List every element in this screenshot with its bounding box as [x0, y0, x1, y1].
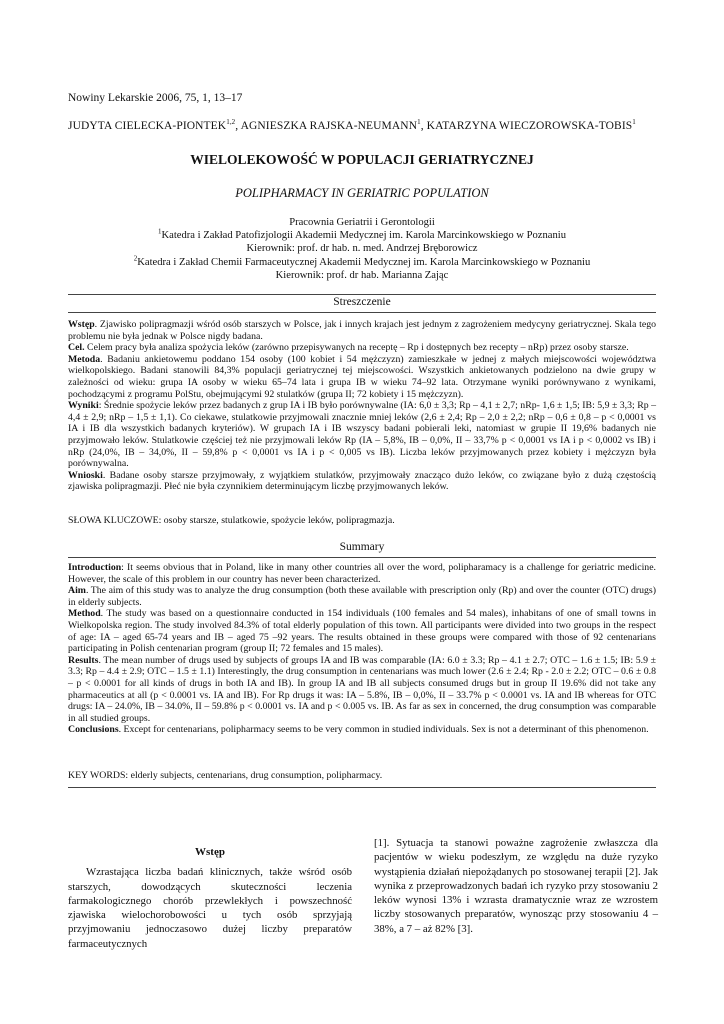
divider: [68, 312, 656, 313]
polish-abstract: [68, 319, 656, 493]
paper-subtitle: POLIPHARMACY IN GERIATRIC POPULATION: [235, 186, 489, 200]
abstract-paragraph: Wnioski. Badane osoby starsze przyjmowały, z wyjątkiem stulatków, przyjmowały znacząco dużo leków, co związane było z dużą częstością zjawiska polipragmazji. Płeć nie była czynnikiem determinującym liczbę przyjmowanych leków.: [68, 469, 656, 493]
abstract-paragraph: Aim. The aim of this study was to analyze the drug consumption (both these available with prescription only (Rp) and over the counter (OTC) drugs) in elderly subjects.: [68, 585, 656, 608]
divider: [68, 294, 656, 295]
author-affiliation-mark: 1: [417, 118, 421, 127]
polish-keywords: SŁOWA KLUCZOWE: osoby starsze, stulatkowie, spożycie leków, polipragmazja.: [68, 515, 395, 526]
abstract-paragraph: Wstęp. Zjawisko polipragmazji wśród osób starszych w Polsce, jak i innych krajach jest jednym z zagrożeniem medycyny geriatrycznej. Skala tego problemu nie była jednak w Polsce nigdy badana.: [68, 319, 656, 342]
affiliation-line: Pracownia Geriatrii i Gerontologii: [289, 217, 435, 228]
affiliation-line: $^2$Katedra i Zakład Chemii Farmaceutycznej Akademii Medycznej im. Karola Marcinkowskiego w Poznaniu: [133, 254, 591, 268]
abstract-paragraph: Wyniki: Średnie spożycie leków przez badanych z grup IA i IB było porównywalne (IA: 6,0 ± 3,3; Rp – 4,1 ± 2,7; nRp- 1,6 ± 1,5; IB: 5,9 ± 3,3; Rp – 4,4 ± 2,9; nRp – 1,5 ± 1,1). Co ciekawe, stulatkowie przyjmowali znacznie mniej leków (2,6 ± 2,4; Rp – 2,0 ± 2,2; nRp – 0,6 ± 0,8 – p < 0,0001 vs IA i IB dla wszystkich badanych kryteriów). W grupach IA i IB wszyscy badani pobierali leki, natomiast w grupie II 19,6% badanych nie przyjmowało leków. Stulatkowie częściej też nie przyjmowali leków Rp (IA – 5,8%, IB – 0,0%, II – 33,7% p < 0,0001 vs IA i p < 0,0002 vs IB) i nRp (24,0%, IB – 34,0%, II – 59,8% p < 0,0001 vs IA i p < 0,005 vs IB). Liczba leków przyjmowanych przez kobiety i mężczyzn była porównywalna.: [68, 400, 656, 470]
affiliation-line: $^1$Katedra i Zakład Patofizjologii Akademii Medycznej im. Karola Marcinkowskiego w Poznaniu: [157, 227, 566, 242]
body-paragraph: Wzrastająca liczba badań klinicznych, także wśród osób starszych, dowodzących skuteczności leczenia farmakologicznego chorób przewlekłych i powszechność zjawiska wielochorobowości u tych osób sprzyjają przyjmowaniu jednoczasowo dużej liczby preparatów farmaceutycznych: [68, 866, 352, 950]
affiliations: [60, 216, 664, 282]
author-name: , AGNIESZKA RAJSKA-NEUMANN: [235, 120, 418, 132]
streszczenie-heading: Streszczenie: [333, 296, 391, 308]
paper-title: WIELOLEKOWOŚĆ W POPULACJI GERIATRYCZNEJ: [190, 152, 534, 167]
divider: [68, 557, 656, 558]
english-keywords: KEY WORDS: elderly subjects, centenarians, drug consumption, polipharmacy.: [68, 770, 383, 781]
author-name: JUDYTA CIELECKA-PIONTEK: [68, 120, 227, 132]
section-heading-wstep: Wstęp: [195, 846, 225, 858]
summary-heading: Summary: [339, 541, 385, 553]
author-list: [68, 120, 658, 132]
abstract-paragraph: Conclusions. Except for centenarians, polipharmacy seems to be very common in studied individuals. Sex is not a determinant of this phenomenon.: [68, 724, 649, 736]
abstract-paragraph: Cel. Celem pracy była analiza spożycia leków (zarówno przepisywanych na receptę – Rp i dostępnych bez recepty – nRp) przez osoby starsze.: [68, 342, 629, 354]
body-column-right: [374, 836, 658, 936]
abstract-paragraph: Introduction: It seems obvious that in Poland, like in many other countries all over the word, polipharamacy is a challenge for geriatric medicine. However, the scale of this problem in our country has never been characterized.: [68, 562, 656, 585]
divider: [68, 787, 656, 788]
affiliation-line: Kierownik: prof. dr hab. Marianna Zając: [275, 269, 449, 281]
body-paragraph: [1]. Sytuacja ta stanowi poważne zagrożenie zwłaszcza dla pacjentów w wieku podeszłym, ze względu na duże ryzyko wystąpienia działań niepożądanych po stosowanej terapii [2]. Jak wynika z przeprowadzonych badań ich ryzyko przy stosowaniu 2 leków wynosi 13% i wzrasta dramatycznie wraz ze wzrostem liczby stosowanych preparatów, wynosząc przy stosowaniu 4 – 38%, a 7 – aż 82% [3].: [374, 837, 658, 935]
author-affiliation-mark: 1: [632, 118, 636, 127]
body-column-left: [68, 845, 352, 951]
author-name: , KATARZYNA WIECZOROWSKA-TOBIS: [420, 120, 633, 132]
english-abstract: [68, 562, 656, 736]
author-affiliation-mark: 1,2: [226, 118, 236, 127]
abstract-paragraph: Metoda. Badaniu ankietowemu poddano 154 osoby (100 kobiet i 54 mężczyzn) zamieszkałe w jednej z małych miejscowości województwa wielkopolskiego. Badani stanowili 84,3% populacji geriatrycznej tej miejscowości. Wszystkich ankietowanych podzielono na dwie grupy w zależności od wieku: grupa IA osoby w wieku 65–74 lata i grupa IB w wieku 74–92 lata. Otrzymane wyniki porównywano z wynikami, pochodzącymi z programu PolStu, obejmującymi 92 stulatków (grupa II; 72 kobiety i 15 mężczyzn).: [68, 353, 656, 400]
affiliation-line: Kierownik: prof. dr hab. n. med. Andrzej Bręborowicz: [246, 243, 478, 255]
journal-citation: Nowiny Lekarskie 2006, 75, 1, 13–17: [68, 92, 243, 104]
abstract-paragraph: Method. The study was based on a questionnaire conducted in 154 individuals (100 females and 54 males), inhabitans of one of small towns in Wielkopolska region. The study involved 84.3% of total elderly population of this town. All participants were divided into two groups in the respect of age: IA – aged 65-74 years and IB – aged 75 –92 years. The results obtained in these groups were compared with those of 92 centenarians participating in Polish centenarian program (group II; 72 females and 15 males).: [68, 608, 656, 655]
abstract-paragraph: Results. The mean number of drugs used by subjects of groups IA and IB was comparable (IA: 6.0 ± 3.3; Rp – 4.1 ± 2.7; OTC – 1.6 ± 1.5; IB: 5.9 ± 3.3; Rp – 4.4 ± 2.9; OTC – 1.5 ± 1.1) Interestingly, the drug consumption in centenarians was much lower (2.6 ± 2.4; Rp - 2.0 ± 2.2; OTC – 0.6 ± 0.8 – p < 0.0001 for all kinds of drugs in both IA and IB). In group IA and IB all subjects consumed drugs but in group II 19.6% did not take any pharmaceutics at all (p < 0.0001 vs. IA and IB). For Rp drugs it was: IA – 5.8%, IB – 0,0%, II – 33.7% p < 0.0001 vs. IA and IB whereas for OTC drugs: IA – 24.0%, IB – 34.0%, II – 59.8% p < 0.0001 vs. IA and p < 0.005 vs. IB. As far as sex in concerned, the drug consumption was comparable in all studied groups.: [68, 654, 656, 724]
